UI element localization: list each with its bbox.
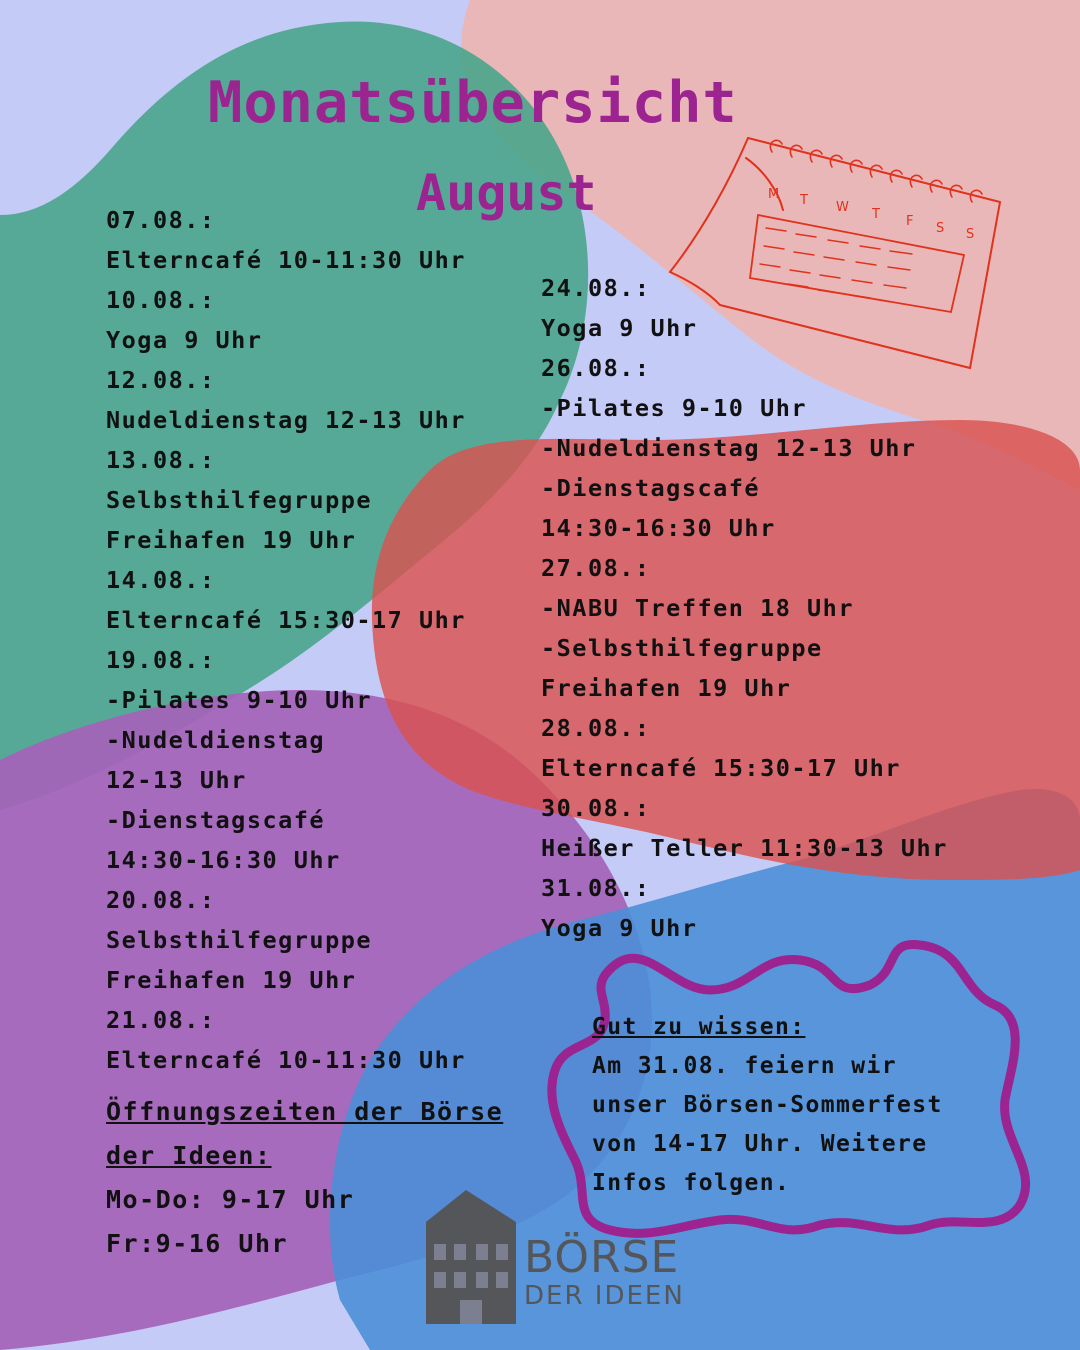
calendar-day-letter: F (906, 214, 914, 229)
logo-wordmark (524, 1234, 685, 1310)
schedule-line: Elterncafé 15:30-17 Uhr (106, 606, 466, 634)
schedule-line: 31.08.: (541, 874, 651, 902)
schedule-line: 10.08.: (106, 286, 216, 314)
calendar-day-letter: T (872, 207, 880, 222)
info-box (592, 1008, 943, 1203)
schedule-line: 20.08.: (106, 886, 216, 914)
opening-hours-heading: Öffnungszeiten der Börse (106, 1097, 504, 1126)
schedule-line: 12-13 Uhr (106, 766, 247, 794)
schedule-line: 30.08.: (541, 794, 651, 822)
info-box-line: von 14-17 Uhr. Weitere (592, 1131, 928, 1157)
opening-hours-line: Fr:9-16 Uhr (106, 1229, 289, 1258)
schedule-line: 14:30-16:30 Uhr (541, 514, 776, 542)
info-box-line: unser Börsen-Sommerfest (592, 1092, 943, 1118)
schedule-line: 21.08.: (106, 1006, 216, 1034)
schedule-line: -Pilates 9-10 Uhr (541, 394, 808, 422)
schedule-line: Freihafen 19 Uhr (541, 674, 792, 702)
schedule-line: 24.08.: (541, 274, 651, 302)
calendar-day-letter: S (966, 227, 975, 242)
opening-hours-heading: der Ideen: (106, 1141, 272, 1170)
calendar-day-letter: S (936, 221, 945, 236)
schedule-line: 14.08.: (106, 566, 216, 594)
schedule-line: 27.08.: (541, 554, 651, 582)
schedule-line: 13.08.: (106, 446, 216, 474)
schedule-line: -Selbsthilfegruppe (541, 634, 823, 662)
schedule-line: Selbsthilfegruppe (106, 486, 373, 514)
schedule-line: -Dienstagscafé (541, 474, 761, 502)
calendar-day-letter: W (836, 200, 849, 215)
schedule-line: Elterncafé 10-11:30 Uhr (106, 1046, 466, 1074)
schedule-line: Selbsthilfegruppe (106, 926, 373, 954)
page-title: Monatsübersicht (208, 70, 738, 136)
schedule-line: 28.08.: (541, 714, 651, 742)
schedule-line: Yoga 9 Uhr (106, 326, 263, 354)
opening-hours-line: Mo-Do: 9-17 Uhr (106, 1185, 355, 1214)
schedule-line: -NABU Treffen 18 Uhr (541, 594, 854, 622)
schedule-line: -Dienstagscafé (106, 806, 326, 834)
schedule-right-column (541, 268, 948, 948)
schedule-line: Elterncafé 15:30-17 Uhr (541, 754, 901, 782)
schedule-line: -Nudeldienstag (106, 726, 326, 754)
schedule-line: Yoga 9 Uhr (541, 314, 698, 342)
schedule-line: 07.08.: (106, 206, 216, 234)
info-box-heading: Gut zu wissen: (592, 1014, 806, 1040)
schedule-line: 14:30-16:30 Uhr (106, 846, 341, 874)
info-box-line: Am 31.08. feiern wir (592, 1053, 897, 1079)
logo-text-line2: DER IDEEN (524, 1281, 685, 1311)
calendar-day-letter: T (800, 193, 808, 208)
schedule-line: Freihafen 19 Uhr (106, 966, 357, 994)
schedule-line: Elterncafé 10-11:30 Uhr (106, 246, 466, 274)
page-subtitle: August (416, 164, 597, 222)
schedule-line: Freihafen 19 Uhr (106, 526, 357, 554)
schedule-line: -Nudeldienstag 12-13 Uhr (541, 434, 917, 462)
schedule-left-column (106, 200, 466, 1080)
info-box-line: Infos folgen. (592, 1170, 791, 1196)
schedule-line: Heißer Teller 11:30-13 Uhr (541, 834, 948, 862)
schedule-line: -Pilates 9-10 Uhr (106, 686, 373, 714)
schedule-line: 26.08.: (541, 354, 651, 382)
schedule-line: Nudeldienstag 12-13 Uhr (106, 406, 466, 434)
schedule-line: Yoga 9 Uhr (541, 914, 698, 942)
logo-text-line1: BÖRSE (524, 1232, 680, 1283)
schedule-line: 19.08.: (106, 646, 216, 674)
schedule-line: 12.08.: (106, 366, 216, 394)
calendar-day-letter: M (768, 187, 780, 202)
